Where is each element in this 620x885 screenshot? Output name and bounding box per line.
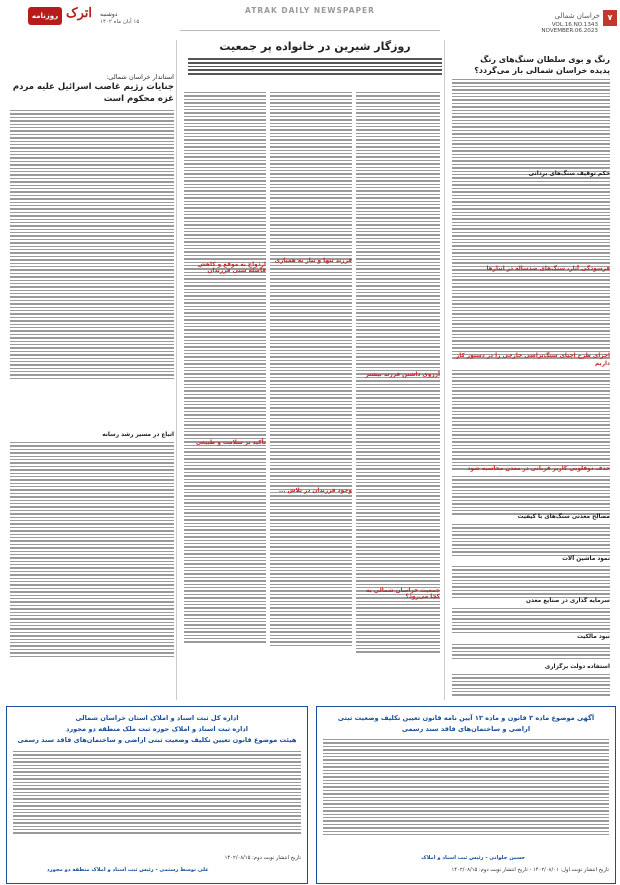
middle-body-text bbox=[270, 92, 352, 646]
right-subhead: اجرای طرح احیای سنگ‌تراشی خارجی را در دستور کار داریم bbox=[455, 353, 610, 367]
right-body-text bbox=[452, 476, 610, 515]
weekday: دوشنبه bbox=[100, 11, 118, 18]
left-subhead: اتباع در مسیر رشد رسانه bbox=[102, 432, 174, 438]
page-header bbox=[0, 0, 620, 44]
middle-article-lead bbox=[188, 58, 442, 86]
volume-number: VOL.16.NO.1343 bbox=[551, 22, 598, 28]
right-body-text bbox=[452, 608, 610, 633]
middle-subhead: وجود فرزندان در تلاش ... bbox=[278, 488, 352, 494]
middle-article-title: روزگار شیرین در خانواده پر جمعیت bbox=[219, 40, 411, 53]
right-body-text bbox=[452, 370, 610, 470]
header-rule bbox=[180, 30, 440, 31]
middle-subhead: تأکید بر سلامت و طبیعی bbox=[195, 440, 266, 446]
right-subhead: مصالح معدنی سنگ‌های با کیفیت bbox=[517, 514, 610, 520]
ad-body-text bbox=[323, 739, 609, 835]
right-body-text bbox=[452, 79, 610, 179]
ad-signature: علی توسط رستمی - رئیس ثبت اسناد و املاک منطقه دو مجورد bbox=[47, 867, 209, 873]
left-article-kicker: استاندار خراسان شمالی: bbox=[106, 73, 174, 81]
right-body-text bbox=[452, 566, 610, 598]
right-subhead: استفاده دولت برگزاری bbox=[544, 664, 610, 670]
ad-title-line: اداره کل ثبت اسناد و املاک استان خراسان شمالی bbox=[75, 714, 239, 722]
left-body-text bbox=[10, 110, 174, 379]
right-subhead: حذف دوقلویی کاریز قربانی در معدن محاسبه شود bbox=[467, 466, 610, 472]
right-body-text bbox=[452, 181, 610, 274]
right-body-text bbox=[452, 524, 610, 556]
middle-body-text bbox=[184, 92, 266, 643]
ad-dates: تاریخ انتشار نوبت دوم: ۱۴۰۲/۰۸/۱۵ bbox=[224, 855, 301, 861]
right-body-text bbox=[452, 644, 610, 659]
persian-date: ۱۵ آبان ماه ۱۴۰۲ bbox=[100, 19, 140, 25]
land-registry-ad bbox=[6, 706, 308, 884]
column-divider bbox=[444, 40, 445, 700]
left-body-text bbox=[10, 442, 174, 657]
newspaper-name: ATRAK DAILY NEWSPAPER bbox=[245, 6, 375, 15]
right-subhead: فرسودگی آثار، سنگ‌های صدساله در انبارها bbox=[486, 266, 610, 272]
middle-subhead: ازدواج به موقع و کاهش فاصله سنی فرزندان bbox=[197, 262, 266, 274]
english-date: NOVEMBER.06.2023 bbox=[541, 28, 598, 34]
ad-title-line: اراضی و ساختمان‌های فاقد سند رسمی bbox=[401, 725, 531, 733]
right-subhead: نبود مالکیت bbox=[577, 634, 610, 640]
legal-notice-ad bbox=[316, 706, 616, 884]
logo-badge: روزنامه bbox=[28, 7, 62, 25]
column-divider bbox=[176, 40, 177, 700]
right-subhead: سرمایه گذاری در صنایع معدن bbox=[526, 598, 610, 604]
middle-subhead: آرزوی داشتن فرزند بیشتر bbox=[365, 372, 440, 378]
ad-title-line: اداره ثبت اسناد و املاک حوزه ثبت ملک منطقه دو مجورد bbox=[65, 725, 248, 733]
right-body-text bbox=[452, 674, 610, 696]
ad-body-text bbox=[13, 751, 301, 834]
section-name: خراسان شمالی bbox=[554, 12, 600, 20]
middle-subhead: فرزند تنها و نیاز به همبازی bbox=[274, 258, 352, 264]
left-article-title: جنایات رژیم غاصب اسرائیل علیه مردم غزه محکوم است bbox=[12, 82, 174, 104]
right-body-text bbox=[452, 276, 610, 359]
ad-title-line: آگهی موضوع ماده ۳ قانون و ماده ۱۳ آیین نامه قانون تعیین تکلیف وضعیت ثبتی bbox=[337, 714, 595, 722]
ad-signature: حسین جلوانی - رئیس ثبت اسناد و املاک bbox=[421, 855, 525, 861]
ad-dates: تاریخ انتشار نوبت اول: ۱۴۰۲/۰۸/۰۱ - تاریخ انتشار نوبت دوم: ۱۴۰۲/۰۸/۱۵ bbox=[451, 867, 609, 873]
middle-subhead: جمعیت خراسان شمالی به کجا می‌رود؟ bbox=[366, 588, 440, 600]
page-number: ۷ bbox=[603, 10, 617, 26]
right-subhead: نمود ماشین آلات bbox=[562, 556, 610, 562]
volume-info bbox=[518, 22, 598, 34]
right-subhead: حکم توقیف سنگ‌های بردانی bbox=[528, 171, 610, 177]
ad-title-line: هیئت موضوع قانون تعیین تکلیف وضعیت ثبتی اراضی و ساختمان‌های فاقد سند رسمی bbox=[17, 736, 297, 744]
logo: اترک bbox=[66, 6, 93, 21]
right-article-title: رنگ و بوی سلطان سنگ‌های رنگ پدیده خراسان شمالی باز می‌گردد؟ bbox=[474, 55, 610, 75]
